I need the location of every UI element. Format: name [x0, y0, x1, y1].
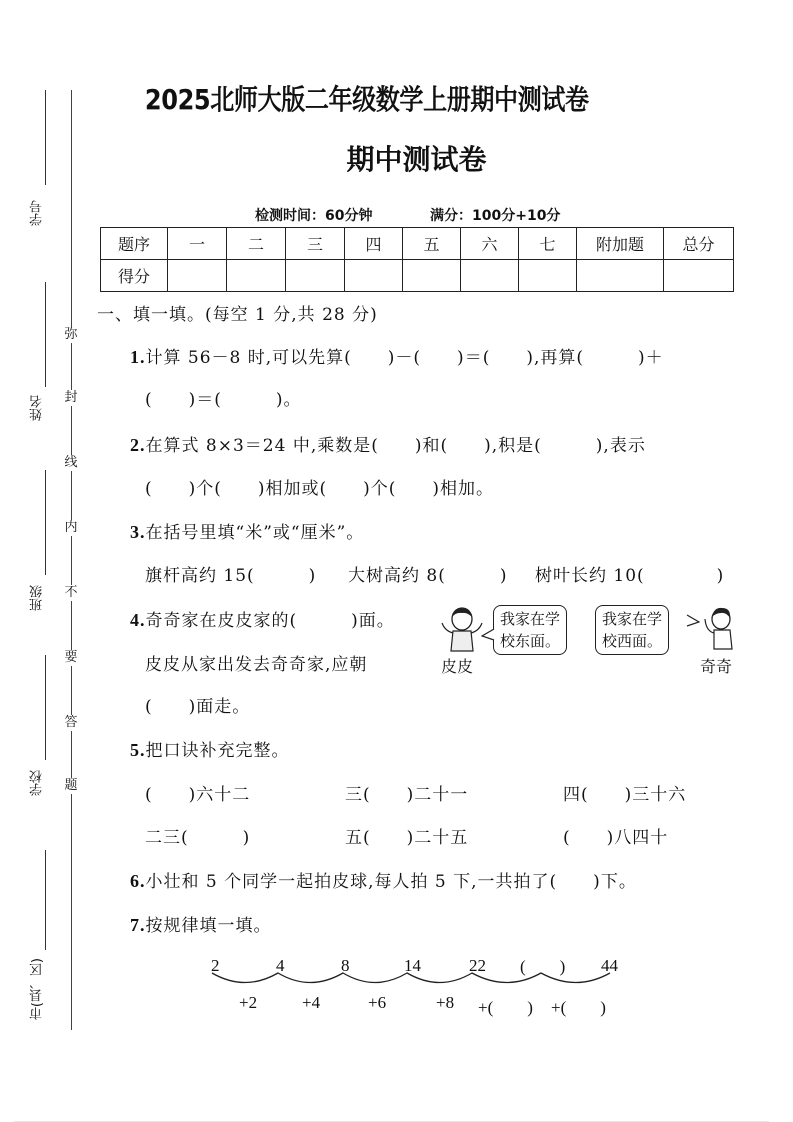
question-5 — [130, 736, 290, 761]
score-input-cell[interactable] — [577, 260, 664, 292]
sequence-step: +6 — [368, 993, 387, 1012]
table-cell: 附加题 — [577, 228, 664, 260]
score-table-score-row — [101, 260, 734, 292]
score-input-cell[interactable] — [286, 260, 345, 292]
question-1-cont: ( )＝( )。 — [145, 390, 302, 410]
pipi-speech-bubble — [493, 605, 567, 655]
seal-char: 答 — [64, 715, 78, 730]
seal-char: 不 — [64, 585, 78, 600]
table-cell: 题序 — [101, 228, 168, 260]
speech-tail-icon — [686, 614, 700, 628]
speech-line: 我家在学 — [500, 610, 561, 628]
table-cell: 四 — [345, 228, 403, 260]
question-number: 3. — [130, 522, 146, 542]
question-number: 5. — [130, 740, 146, 760]
question-text: 在括号里填“米”或“厘米”。 — [145, 523, 365, 543]
field-line-class[interactable] — [45, 470, 46, 575]
field-label-class: 班级 — [30, 585, 45, 611]
question-number: 1. — [130, 347, 146, 367]
question-4 — [130, 606, 395, 631]
seal-char: 弥 — [64, 327, 78, 342]
question-1 — [130, 343, 664, 368]
question-2 — [130, 431, 646, 456]
sequence-term: 14 — [404, 956, 421, 975]
field-line-city[interactable] — [45, 850, 46, 950]
full-score: 满分：100分+10分 — [430, 208, 561, 224]
sequence-step: +8 — [436, 993, 455, 1012]
page-subtitle: 期中测试卷 — [346, 143, 487, 176]
sequence-term: 22 — [469, 956, 486, 975]
q3-item-tree: 大树高约 8( ) — [348, 566, 508, 586]
score-table-header-row — [101, 228, 734, 260]
speech-tail-icon — [481, 628, 495, 642]
table-cell: 得分 — [101, 260, 168, 292]
field-line-school[interactable] — [45, 655, 46, 760]
table-cell: 五 — [403, 228, 461, 260]
seal-char: 封 — [64, 390, 78, 405]
seal-char: 内 — [64, 520, 78, 535]
question-3 — [130, 518, 364, 543]
score-input-cell[interactable] — [227, 260, 286, 292]
field-label-city: 市(县、区) — [30, 958, 45, 1021]
field-label-student-id: 学号 — [30, 200, 45, 226]
table-cell: 六 — [461, 228, 519, 260]
seal-char: 线 — [64, 455, 78, 470]
question-number: 2. — [130, 435, 146, 455]
boy-qiqi-icon — [700, 607, 738, 651]
q5-item: 二三( ) — [145, 828, 251, 848]
pipi-label: 皮皮 — [441, 657, 474, 676]
score-input-cell[interactable] — [345, 260, 403, 292]
exam-time: 检测时间：60分钟 — [255, 208, 373, 224]
question-4-line-3: ( )面走。 — [145, 697, 251, 717]
question-text: 在算式 8×3＝24 中,乘数是( )和( ),积是( ),表示 — [145, 436, 646, 456]
score-table — [100, 227, 734, 292]
table-cell: 一 — [168, 228, 227, 260]
score-input-cell[interactable] — [664, 260, 734, 292]
table-cell: 二 — [227, 228, 286, 260]
seal-line — [71, 90, 72, 1030]
question-4-line-2: 皮皮从家出发去奇奇家,应朝 — [145, 655, 368, 675]
seal-char: 要 — [64, 650, 78, 665]
question-text: 小壮和 5 个同学一起拍皮球,每人拍 5 下,一共拍了( )下。 — [145, 872, 637, 892]
sequence-term: 8 — [341, 956, 350, 975]
q5-item: ( )八四十 — [563, 828, 669, 848]
q5-item: 五( )二十五 — [345, 828, 469, 848]
score-input-cell[interactable] — [403, 260, 461, 292]
question-text: 奇奇家在皮皮家的( )面。 — [145, 611, 395, 631]
sequence-arcs-icon — [210, 970, 630, 990]
table-cell: 总分 — [664, 228, 734, 260]
question-2-cont: ( )个( )相加或( )个( )相加。 — [145, 479, 495, 499]
sequence-term: 44 — [601, 956, 618, 975]
qiqi-label: 奇奇 — [700, 657, 733, 676]
sequence-step-blank[interactable]: +( ) — [551, 998, 606, 1017]
speech-line: 我家在学 — [602, 610, 663, 628]
question-7 — [130, 911, 272, 936]
score-input-cell[interactable] — [168, 260, 227, 292]
sequence-step: +2 — [239, 993, 258, 1012]
question-number: 4. — [130, 610, 146, 630]
question-text: 计算 56－8 时,可以先算( )－( )＝( ),再算( )＋ — [145, 348, 664, 368]
question-text: 把口诀补充完整。 — [145, 741, 290, 761]
question-6 — [130, 867, 637, 892]
q5-item: 四( )三十六 — [563, 785, 687, 805]
seal-char: 题 — [64, 778, 78, 793]
q5-item: ( )六十二 — [145, 785, 251, 805]
field-label-name: 姓名 — [30, 395, 45, 421]
sequence-step-blank[interactable]: +( ) — [478, 998, 533, 1017]
boy-pipi-icon — [437, 605, 487, 653]
score-input-cell[interactable] — [519, 260, 577, 292]
speech-line: 校东面。 — [500, 632, 561, 650]
q3-item-leaf: 树叶长约 10( ) — [535, 566, 725, 586]
question-number: 7. — [130, 915, 146, 935]
page-title: 2025北师大版二年级数学上册期中测试卷 — [144, 83, 589, 116]
question-number: 6. — [130, 871, 146, 891]
q5-item: 三( )二十一 — [345, 785, 469, 805]
speech-line: 校西面。 — [602, 632, 663, 650]
field-label-school: 学校 — [30, 770, 45, 796]
field-line-name[interactable] — [45, 282, 46, 387]
question-text: 按规律填一填。 — [145, 916, 272, 936]
score-input-cell[interactable] — [461, 260, 519, 292]
sequence-step: +4 — [302, 993, 321, 1012]
table-cell: 三 — [286, 228, 345, 260]
sequence-term: 4 — [276, 956, 285, 975]
sequence-term: 2 — [211, 956, 220, 975]
section-heading: 一、填一填。(每空 1 分,共 28 分) — [97, 305, 378, 325]
qiqi-speech-bubble — [595, 605, 669, 655]
table-cell: 七 — [519, 228, 577, 260]
sequence-blank[interactable]: ( ) — [520, 957, 566, 976]
q3-item-flagpole: 旗杆高约 15( ) — [145, 566, 317, 586]
